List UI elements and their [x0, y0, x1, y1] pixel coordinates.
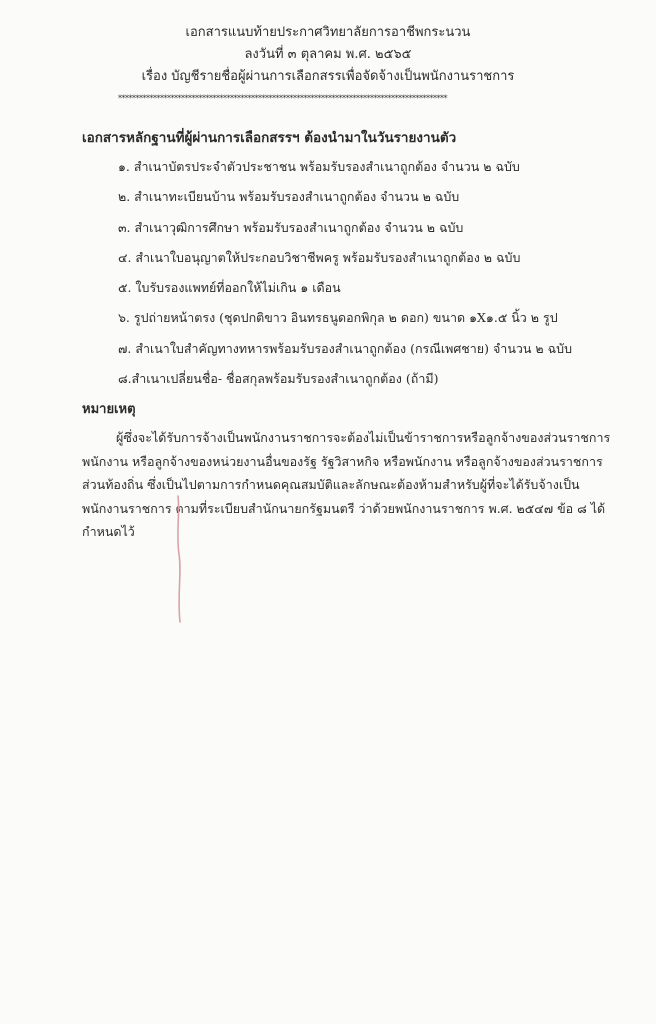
- header-line-2: ลงวันที่ ๓ ตุลาคม พ.ศ. ๒๕๖๕: [244, 47, 412, 62]
- list-item: ๗. สำเนาใบสำคัญทางทหารพร้อมรับรองสำเนาถูกต้อง (กรณีเพศชาย) จำนวน ๒ ฉบับ: [118, 340, 573, 356]
- list-item: ๘.สำเนาเปลี่ยนชื่อ- ชื่อสกุลพร้อมรับรองสำเนาถูกต้อง (ถ้ามี): [118, 371, 439, 387]
- document-header: [0, 22, 656, 88]
- list-item: ๒. สำเนาทะเบียนบ้าน พร้อมรับรองสำเนาถูกต้อง จำนวน ๒ ฉบับ: [118, 189, 460, 205]
- note-line: ผู้ซึ่งจะได้รับการจ้างเป็นพนักงานราชการจะต้องไม่เป็นข้าราชการหรือลูกจ้างของส่วนราชการ: [116, 430, 611, 445]
- note-line: ส่วนท้องถิ่น ซึ่งเป็นไปตามการกำหนดคุณสมบัติและลักษณะต้องห้ามสำหรับผู้ที่จะได้รับจ้างเป็น: [82, 477, 580, 492]
- note-line: พนักงาน หรือลูกจ้างของหน่วยงานอื่นของรัฐ รัฐวิสาหกิจ หรือพนักงาน หรือลูกจ้างของส่วนราชการ: [82, 453, 603, 469]
- pen-stroke-mark: [168, 494, 188, 624]
- required-documents-list: [118, 152, 572, 394]
- list-item: ๔. สำเนาใบอนุญาตให้ประกอบวิชาชีพครู พร้อมรับรองสำเนาถูกต้อง ๒ ฉบับ: [118, 249, 521, 265]
- list-item: ๓. สำเนาวุฒิการศึกษา พร้อมรับรองสำเนาถูกต้อง จำนวน ๒ ฉบับ: [118, 219, 464, 235]
- note-paragraph: [82, 426, 622, 544]
- list-item: ๖. รูปถ่ายหน้าตรง (ชุดปกติขาว อินทรธนูดอกพิกุล ๒ ดอก) ขนาด ๑X๑.๕ นิ้ว ๒ รูป: [118, 310, 558, 326]
- header-line-3: เรื่อง บัญชีรายชื่อผู้ผ่านการเลือกสรรเพื่อจัดจ้างเป็นพนักงานราชการ: [141, 69, 515, 84]
- note-line: กำหนดไว้: [82, 524, 135, 539]
- list-item: ๑. สำเนาบัตรประจำตัวประชาชน พร้อมรับรองสำเนาถูกต้อง จำนวน ๒ ฉบับ: [118, 159, 520, 174]
- header-line-1: เอกสารแนบท้ายประกาศวิทยาลัยการอาชีพกระนวน: [185, 25, 471, 40]
- note-line: พนักงานราชการ ตามที่ระเบียบสำนักนายกรัฐมนตรี ว่าด้วยพนักงานราชการ พ.ศ. ๒๕๔๗ ข้อ ๘ ได้: [82, 500, 606, 516]
- separator-line: **********************************************************************************************: [118, 94, 447, 103]
- note-title: หมายเหตุ: [82, 402, 136, 417]
- list-item: ๕. ใบรับรองแพทย์ที่ออกให้ไม่เกิน ๑ เดือน: [118, 280, 341, 296]
- section-title: เอกสารหลักฐานที่ผู้ผ่านการเลือกสรรฯ ต้องนำมาในวันรายงานตัว: [82, 130, 457, 146]
